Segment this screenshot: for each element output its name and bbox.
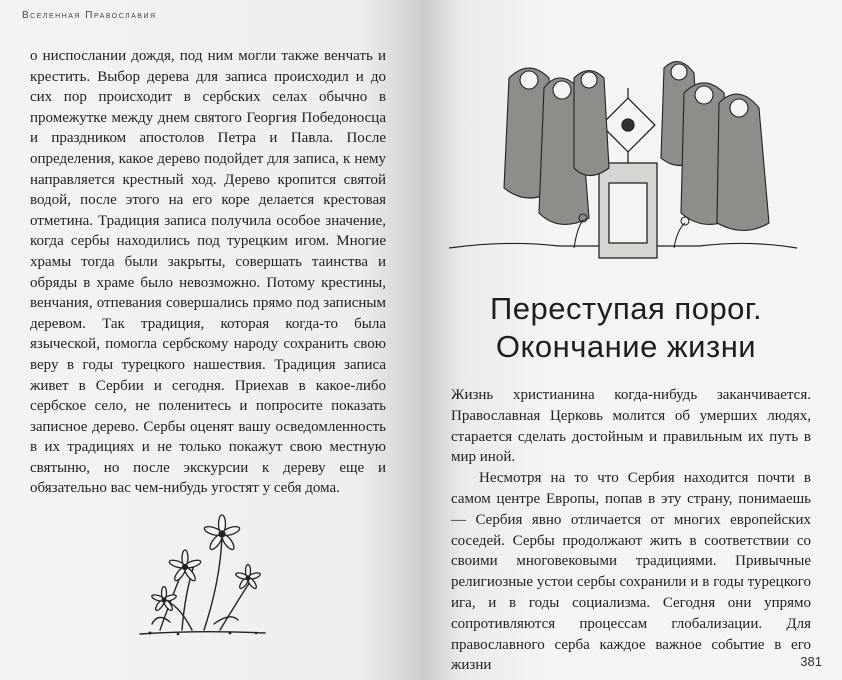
mourners-illustration bbox=[449, 48, 799, 270]
chapter-title bbox=[451, 290, 801, 366]
grave-cross bbox=[599, 88, 657, 258]
left-paragraph: о ниспослании дождя, под ним могли также венчать и крестить. Выбор дерева для записа происходил и до сих пор происходит в сербских селах обычно в промежутке между днем святого Георгия Победоносца и праздником апостолов Петра и Павла. После определения, какое дерево подойдет для записа, к нему направляется крестный ход. Дерево кропится святой водой, после этого на его коре делается крестовая отметина. Традиция записа получила особое значение, когда сербы находились под турецким игом. Многие храмы тогда были закрыты, совершать таинства и обряды в храме было невозможно. Потому крестины, венчания, отпевания совершались прямо под записным деревом. Так традиция, которая когда-то была языческой, помогла сербскому народу сохранить свою веру в годы турецкого нашествия. Традиция записа живет в Сербии и сегодня. Приехав в какое-либо сербское село, не поленитесь и попросите показать записное дерево. Сербы оценят вашу осведомленность в их традициях и не только покажут свою местную святыню, но после экскурсии к дереву еще и обязательно вас чем-нибудь угостят у себя дома. bbox=[30, 48, 386, 497]
right-paragraph-1: Жизнь христианина когда-нибудь заканчивается. Православная Церковь молится об умерших людях, старается сделать достойным и правильным их путь в мир иной. bbox=[451, 387, 811, 466]
left-body-text bbox=[30, 46, 386, 499]
flower-illustration bbox=[130, 512, 270, 637]
chapter-title-line1: Переступая порог. bbox=[489, 291, 763, 326]
running-head: Вселенная Православия bbox=[22, 10, 157, 21]
page-number: 381 bbox=[800, 654, 822, 669]
right-paragraph-2: Несмотря на то что Сербия находится почти в самом центре Европы, попав в эту страну, понимаешь — Сербия явно отличается от многих европейских соседей. Сербы продолжают жить в соответствии со своими многовековыми традициями. Привычные религиозные устои сербы сохранили и в годы турецкого ига, и в годы социализма. Сегодня они упрямо сопротивляются процессам глобализации. Для православного серба каждое важное событие в его жизни bbox=[451, 470, 811, 674]
chapter-title-line2: Окончание жизни bbox=[495, 329, 757, 364]
right-page bbox=[421, 0, 842, 680]
right-body-text bbox=[451, 385, 811, 676]
